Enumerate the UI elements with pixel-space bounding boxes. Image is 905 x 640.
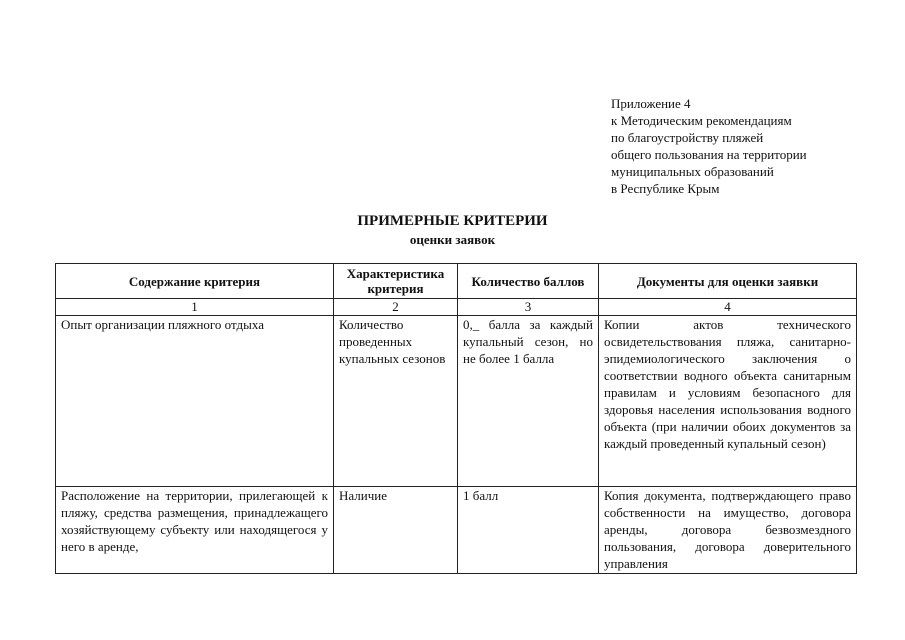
- appendix-line: общего пользования на территории: [611, 147, 807, 162]
- criterion-points: 0,_ балла за каждый купальный сезон, но не более 1 балла: [458, 316, 599, 487]
- column-number: 1: [56, 299, 334, 316]
- header-points: Количество баллов: [458, 264, 599, 299]
- appendix-line: муниципальных образований: [611, 164, 774, 179]
- criteria-table: [55, 263, 857, 574]
- document-title: ПРИМЕРНЫЕ КРИТЕРИИ: [357, 213, 548, 229]
- column-number: 2: [334, 299, 458, 316]
- header-content: Содержание критерия: [56, 264, 334, 299]
- criterion-content: Опыт организации пляжного отдыха: [56, 316, 334, 487]
- appendix-line: в Республике Крым: [611, 181, 720, 196]
- criterion-documents: Копии актов технического освидетельствования пляжа, санитарно-эпидемиологического заключения о соответствии водного объекта санитарным правилам и условиям безопасного для здоровья населения использования водного объекта (при наличии обоих документов за каждый проведенный купальный сезон): [599, 316, 857, 487]
- criterion-characteristic: Наличие: [334, 487, 458, 574]
- table-row: [56, 487, 857, 574]
- header-row: [56, 264, 857, 299]
- column-number: 4: [599, 299, 857, 316]
- column-number-row: [56, 299, 857, 316]
- table-row: [56, 316, 857, 487]
- criterion-documents: Копия документа, подтверждающего право собственности на имущество, договора аренды, договора безвозмездного пользования, договора доверительного управления: [599, 487, 857, 574]
- appendix-line: по благоустройству пляжей: [611, 130, 764, 145]
- criterion-points: 1 балл: [458, 487, 599, 574]
- appendix-block: [611, 95, 891, 197]
- header-documents: Документы для оценки заявки: [599, 264, 857, 299]
- header-characteristic: Характеристика критерия: [334, 264, 458, 299]
- criterion-content: Расположение на территории, прилегающей к пляжу, средства размещения, принадлежащего хозяйствующему субъекту или находящегося у него в аренде,: [56, 487, 334, 574]
- appendix-line: Приложение 4: [611, 96, 691, 111]
- column-number: 3: [458, 299, 599, 316]
- document-subtitle: оценки заявок: [409, 232, 496, 247]
- criterion-characteristic: Количество проведенных купальных сезонов: [334, 316, 458, 487]
- appendix-line: к Методическим рекомендациям: [611, 113, 792, 128]
